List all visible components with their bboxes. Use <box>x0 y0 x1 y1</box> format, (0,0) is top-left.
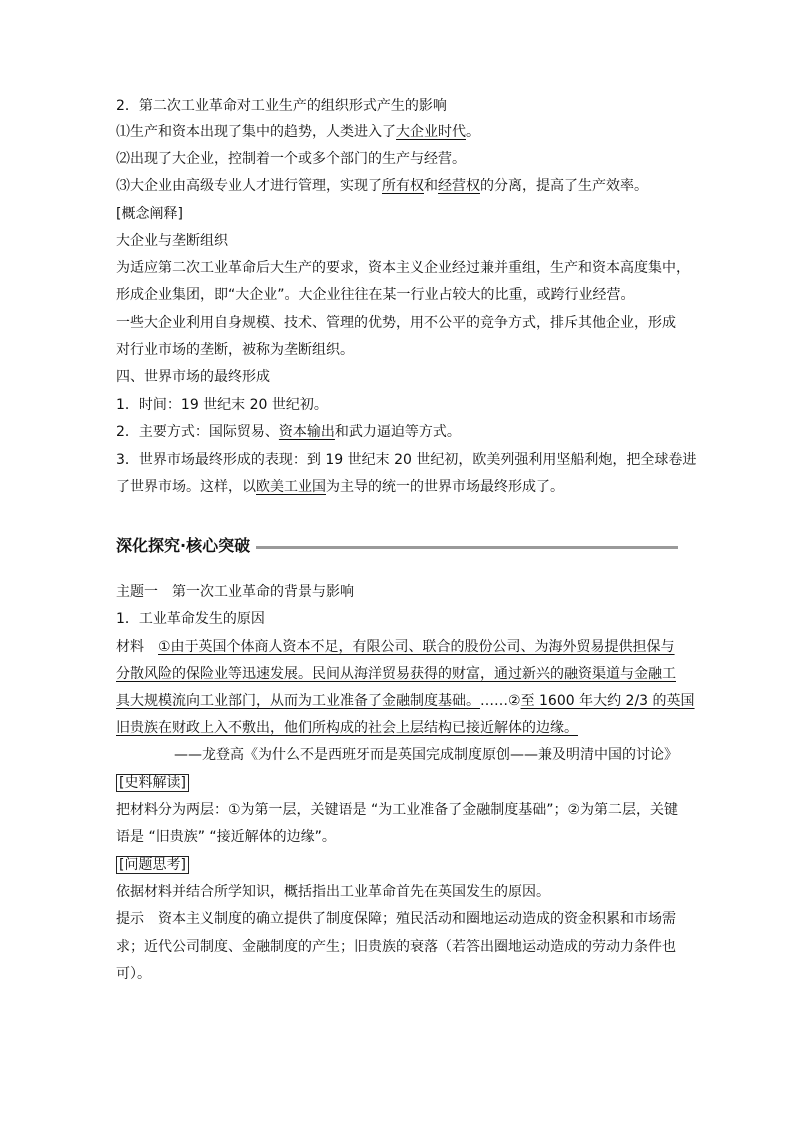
concept-title: 大企业与垄断组织 <box>116 233 228 249</box>
part2-heading: 2．第二次工业革命对工业生产的组织形式产生的影响 <box>116 98 447 114</box>
reading-line-2: 语是 “旧贵族” “接近解体的边缘”。 <box>116 829 336 845</box>
term-ownership: 所有权 <box>382 178 424 194</box>
part2-item-3: ⑶大企业由高级专业人才进行管理，实现了所有权和经营权的分离，提高了生产效率。 <box>116 178 648 194</box>
part2-item-1: ⑴生产和资本出现了集中的趋势，人类进入了大企业时代。 <box>116 124 480 140</box>
hint-line-1: 提示 资本主义制度的确立提供了制度保障；殖民活动和圈地运动造成的资金积累和市场需 <box>116 911 676 927</box>
hint-line-3: 可）。 <box>116 966 151 982</box>
term-capital-export: 资本输出 <box>278 424 335 440</box>
material-line-4: 旧贵族在财政上入不敷出，他们所构成的社会上层结构已接近解体的边缘。 <box>116 720 578 736</box>
topic1-heading: 主题一 第一次工业革命的背景与影响 <box>116 584 354 600</box>
material-line-1: 材料 ①由于英国个体商人资本不足，有限公司、联合的股份公司、为海外贸易提供担保与 <box>116 639 675 655</box>
concept-p2-line2: 对行业市场的垄断，被称为垄断组织。 <box>116 342 354 358</box>
tag-source-reading: [史料解读] <box>116 773 189 793</box>
term-big-enterprise-era: 大企业时代 <box>396 124 466 140</box>
concept-p1-line1: 为适应第二次工业革命后大生产的要求，资本主义企业经过兼并重组，生产和资本高度集中， <box>116 260 690 276</box>
concept-p2-line1: 一些大企业利用自身规模、技术、管理的优势，用不公平的竞争方式，排斥其他企业，形成 <box>116 315 676 331</box>
section4-heading: 四、世界市场的最终形成 <box>116 369 270 385</box>
part2-item-2: ⑵出现了大企业，控制着一个或多个部门的生产与经营。 <box>116 151 466 167</box>
section4-item-3-line1: 3．世界市场最终形成的表现：到 19 世纪末 20 世纪初，欧美列强利用坚船利炮，把全球卷进 <box>116 452 697 468</box>
question-text: 依据材料并结合所学知识，概括指出工业革命首先在英国发生的原因。 <box>116 884 550 900</box>
term-management-right: 经营权 <box>438 178 480 194</box>
concept-tag: [概念阐释] <box>116 206 183 222</box>
section4-item-1: 1．时间：19 世纪末 20 世纪初。 <box>116 397 328 413</box>
tag-question: [问题思考] <box>116 855 189 875</box>
section4-item-2: 2．主要方式：国际贸易、资本输出和武力逼迫等方式。 <box>116 424 461 440</box>
topic1-subheading: 1．工业革命发生的原因 <box>116 611 265 627</box>
section-header-deep-dive <box>116 534 678 558</box>
section4-item-3-line2: 了世界市场。这样，以欧美工业国为主导的统一的世界市场最终形成了。 <box>116 479 564 495</box>
hint-line-2: 求；近代公司制度、金融制度的产生；旧贵族的衰落（若答出圈地运动造成的劳动力条件也 <box>116 939 676 955</box>
material-line-3: 具大规模流向工业部门，从而为工业准备了金融制度基础。……②至 1600 年大约 2/3 的英国 <box>116 693 695 709</box>
material-source: ——龙登高《为什么不是西班牙而是英国完成制度原创——兼及明清中国的讨论》 <box>174 747 678 763</box>
concept-p1-line2: 形成企业集团，即“大企业”。大企业往往在某一行业占较大的比重，或跨行业经营。 <box>116 287 635 303</box>
material-line-2: 分散风险的保险业等迅速发展。民间从海洋贸易获得的财富，通过新兴的融资渠道与金融工 <box>116 666 676 682</box>
section-header-title: 深化探究·核心突破 <box>116 536 256 555</box>
material-label: 材料 <box>116 639 158 655</box>
term-western-industrial-nations: 欧美工业国 <box>256 479 326 495</box>
reading-line-1: 把材料分为两层：①为第一层，关键语是 “为工业准备了金融制度基础”；②为第二层，关键 <box>116 802 679 818</box>
